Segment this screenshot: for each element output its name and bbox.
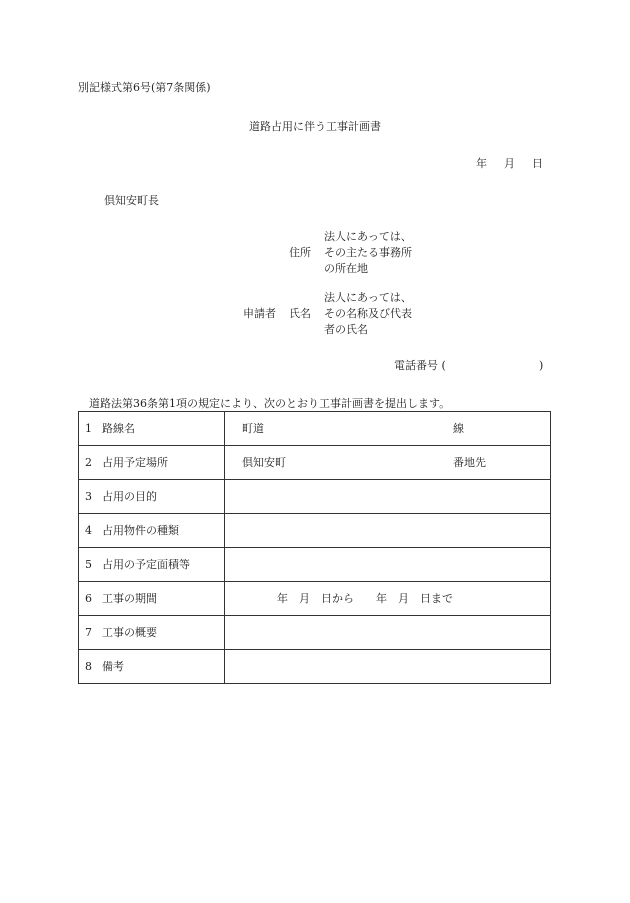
application-table — [78, 411, 551, 684]
row-label — [79, 582, 225, 616]
applicant-label: 申請者 — [243, 307, 276, 320]
row-label — [79, 548, 225, 582]
row-value[interactable] — [225, 480, 551, 514]
item-label: 工事の概要 — [102, 625, 157, 639]
date-day: 日 — [532, 157, 543, 170]
row-value[interactable] — [225, 514, 551, 548]
name-note-line: 法人にあっては、 — [324, 291, 412, 304]
item-number: 8 — [85, 659, 92, 673]
route-suffix: 線 — [453, 422, 464, 435]
item-label: 占用予定場所 — [102, 455, 168, 469]
item-label: 占用の予定面積等 — [102, 557, 190, 571]
row-value[interactable] — [225, 548, 551, 582]
row-value[interactable] — [225, 582, 551, 616]
location-prefix: 倶知安町 — [242, 456, 286, 469]
row-value[interactable] — [225, 650, 551, 684]
location-suffix: 番地先 — [453, 456, 486, 469]
date-year: 年 — [476, 157, 487, 170]
table-row — [79, 650, 551, 684]
table-row — [79, 412, 551, 446]
addressee: 倶知安町長 — [104, 194, 159, 207]
date-line — [476, 156, 543, 172]
item-label: 路線名 — [102, 421, 135, 435]
item-number: 1 — [85, 421, 92, 435]
phone-close-paren: ) — [539, 359, 544, 372]
row-value[interactable] — [225, 616, 551, 650]
table-row — [79, 616, 551, 650]
item-label: 占用の目的 — [102, 489, 157, 503]
name-label: 氏名 — [289, 307, 311, 320]
row-label — [79, 514, 225, 548]
row-label — [79, 446, 225, 480]
document-title: 道路占用に伴う工事計画書 — [249, 120, 381, 133]
item-number: 4 — [85, 523, 92, 537]
address-note-line: の所在地 — [324, 262, 368, 275]
period-text: 年 月 日から 年 月 日まで — [277, 592, 453, 605]
item-number: 7 — [85, 625, 92, 639]
row-value[interactable] — [225, 446, 551, 480]
table-row — [79, 480, 551, 514]
row-label — [79, 616, 225, 650]
row-label — [79, 412, 225, 446]
item-number: 5 — [85, 557, 92, 571]
address-label: 住所 — [289, 246, 311, 259]
name-note-line: その名称及び代表 — [324, 307, 412, 320]
item-label: 工事の期間 — [102, 591, 157, 605]
name-note-line: 者の氏名 — [324, 323, 368, 336]
item-number: 6 — [85, 591, 92, 605]
table-row — [79, 582, 551, 616]
phone-label: 電話番号 ( — [394, 359, 446, 372]
item-label: 備考 — [102, 659, 124, 673]
date-month: 月 — [504, 157, 515, 170]
table-row — [79, 446, 551, 480]
form-number: 別記様式第6号(第7条関係) — [78, 81, 211, 94]
route-prefix: 町道 — [242, 422, 264, 435]
table-row — [79, 514, 551, 548]
row-value[interactable] — [225, 412, 551, 446]
item-number: 2 — [85, 455, 92, 469]
table-row — [79, 548, 551, 582]
item-label: 占用物件の種類 — [102, 523, 179, 537]
address-note-line: その主たる事務所 — [324, 246, 412, 259]
item-number: 3 — [85, 489, 92, 503]
name-note — [324, 290, 412, 338]
address-note — [324, 229, 412, 277]
row-label — [79, 480, 225, 514]
intro-text: 道路法第36条第1項の規定により、次のとおり工事計画書を提出します。 — [89, 397, 451, 410]
row-label — [79, 650, 225, 684]
address-note-line: 法人にあっては、 — [324, 230, 412, 243]
